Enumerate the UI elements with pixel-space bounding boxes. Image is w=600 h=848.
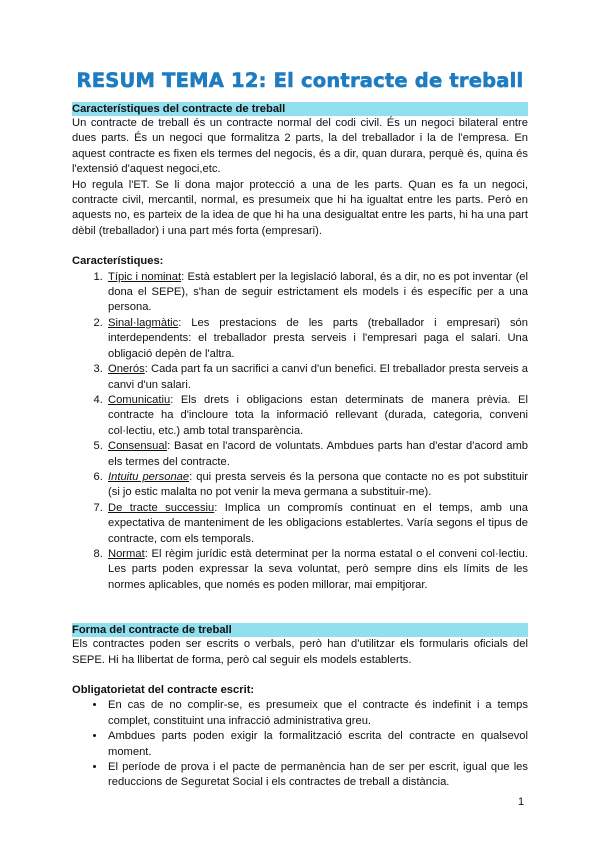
spacer [72, 593, 528, 623]
characteristics-list [72, 270, 528, 594]
item-text: : El règim jurídic està determinat per la norma estatal o el conveni col·lectiu. Les parts poden expressar la seva voluntat, però sempre dins els límits de les normes aplicables, que només es poden millorar, mai empitjorar. [108, 547, 528, 591]
list-item [106, 393, 528, 439]
list-item [106, 439, 528, 470]
section-heading: Forma del contracte de treball [72, 623, 528, 637]
term: Sinal·lagmàtic [108, 316, 179, 329]
list-item [106, 316, 528, 362]
term: Intuitu personae [108, 470, 190, 483]
item-text: : Les prestacions de les parts (treballador i empresari) són interdependents: el treballador presta serveis i l'empresari paga el salari. Una obligació depèn de l'altra. [108, 316, 528, 360]
term: Comunicatiu [108, 393, 171, 406]
term: Normat [108, 547, 145, 560]
bullet-item: • En cas de no complir-se, es presumeix que el contracte és indefinit i a temps complet, constituint una infracció administrativa greu. [106, 698, 528, 729]
term: Consensual [108, 440, 168, 453]
document-title: RESUM TEMA 12: El contracte de treball [76, 69, 524, 92]
subheading: Característiques: [72, 255, 164, 268]
list-item [106, 270, 528, 316]
document-page [72, 68, 528, 791]
paragraph: Els contractes poden ser escrits o verbals, però han d'utilitzar els formularis oficials del SEPE. Hi ha llibertat de forma, però cal seguir els models establerts. [72, 638, 528, 666]
subheading: Obligatorietat del contracte escrit: [72, 684, 255, 696]
item-text: : qui presta serveis és la persona que contacte no es pot substituir (si jo estic malalta no pot venir la meva germana a substituir-me). [108, 470, 528, 499]
obligations-list [72, 698, 528, 790]
item-text: : Cada part fa un sacrifici a canvi d'un benefici. El treballador presta serveis a canvi d'un salari. [108, 363, 528, 391]
term: Típic i nominat [108, 270, 182, 283]
term: De tracte successiu [108, 501, 215, 514]
paragraph: Ho regula l'ET. Se li dona major protecció a una de les parts. Quan es fa un negoci, contracte civil, mercantil, normal, es presumeix que hi ha igualtat entre les parts. Però en aquests no, es parteix de la idea de que hi ha una desigualtat entre les parts, hi ha una part dèbil (treballador) i una part més forta (empresari). [72, 178, 528, 237]
item-text: : Basat en l'acord de voluntats. Ambdues parts han d'estar d'acord amb els termes del contracte. [108, 440, 528, 468]
item-text: : Està establert per la legislació laboral, és a dir, no es pot inventar (el dona el SEPE), s'han de seguir estrictament els models i és específic per a una persona. [108, 270, 528, 314]
item-text: : Implica un compromís continuat en el temps, amb una expectativa de manteniment de les obligacions establertes. Varía segons el tipus de contracte, com els temporals. [108, 501, 528, 545]
list-item [106, 501, 528, 547]
bullet-item: • Ambdues parts poden exigir la formalització escrita del contracte en qualsevol moment. [106, 729, 528, 760]
list-item [106, 362, 528, 393]
paragraph: Un contracte de treball és un contracte normal del codi civil. És un negoci bilateral entre dues parts. És un negoci que formalitza 2 parts, la del treballador i la de l'empresa. En aquest contracte es fixen els termes del negocis, és a dir, quan durara, perquè és, quina és l'extensió d'aquest negoci,etc. [72, 117, 528, 176]
section-heading: Característiques del contracte de treball [72, 102, 528, 116]
term: Onerós [108, 363, 145, 376]
item-text: : Els drets i obligacions estan determinats de manera prèvia. El contracte ha d'incloure tota la informació rellevant (durada, categoria, conveni col·lectiu, etc.) amb total transparència. [108, 393, 528, 437]
bullet-item: • El període de prova i el pacte de permanència han de ser per escrit, igual que les reduccions de Seguretat Social i els contractes de treball a distància. [106, 760, 528, 791]
list-item [106, 547, 528, 593]
page-number: 1 [518, 796, 525, 808]
list-item [106, 470, 528, 501]
